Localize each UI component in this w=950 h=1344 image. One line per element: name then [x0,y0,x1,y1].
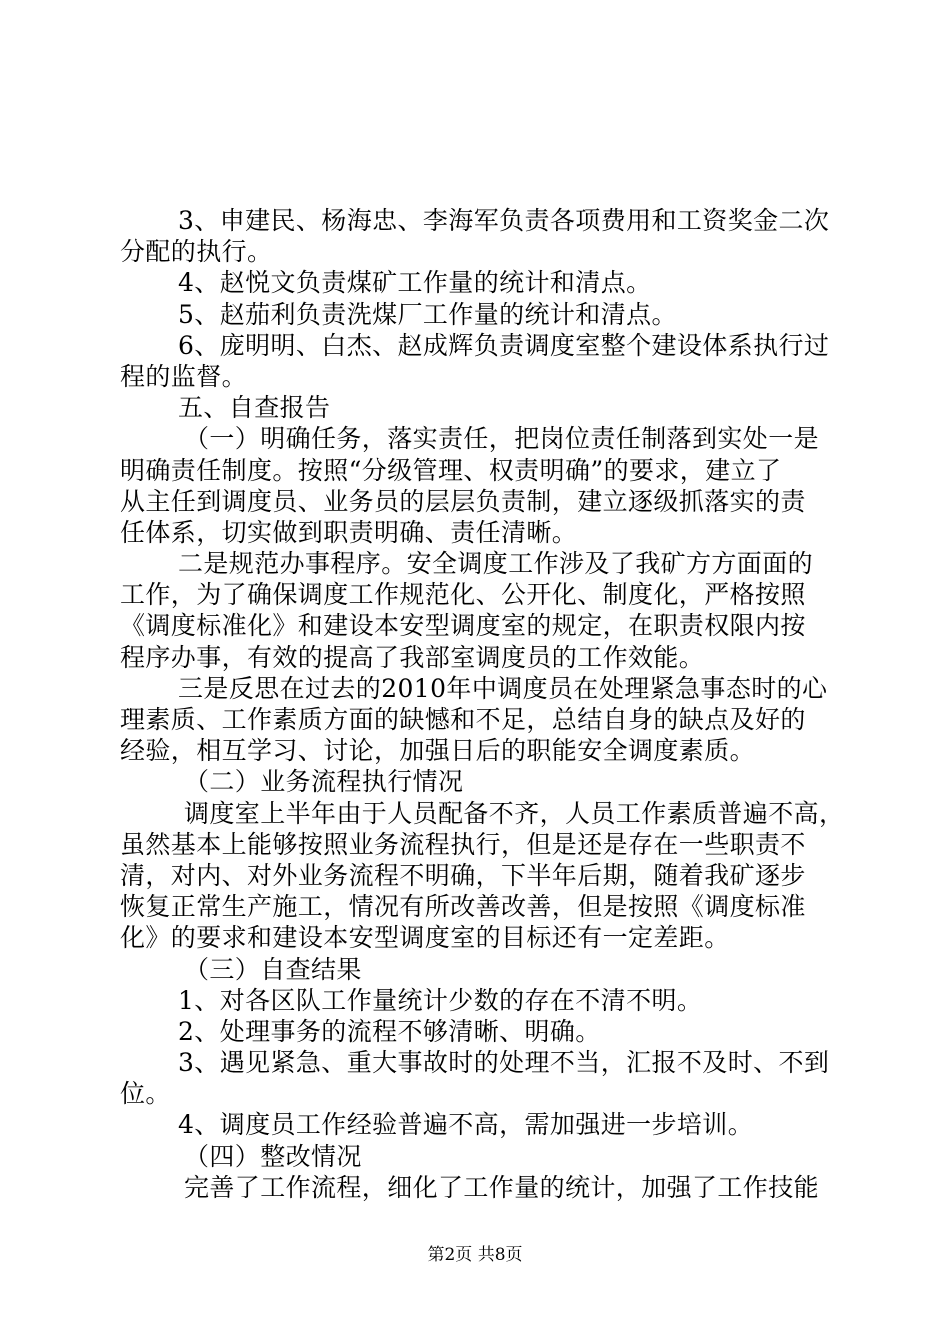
text-line: 虽然基本上能够按照业务流程执行，但是还是存在一些职责不 [120,829,806,859]
text-line: （二）业务流程执行情况 [184,767,464,797]
text-line: 程的监督。 [120,361,248,391]
text-line: 经验，相互学习、讨论，加强日后的职能安全调度素质。 [120,736,756,766]
page-footer: 第2页 共8页 [427,1245,523,1265]
text-line: 理素质、工作素质方面的缺憾和不足，总结自身的缺点及好的 [120,705,806,734]
text-line: （一）明确任务，落实责任，把岗位责任制落到实处一是 [184,424,820,454]
text-line: 2、处理事务的流程不够清晰、明确。 [178,1016,601,1046]
text-line: 五、自查报告 [178,393,331,423]
text-line: 位。 [120,1079,171,1109]
text-line: 任体系，切实做到职责明确、责任清晰。 [120,517,578,547]
text-line: 明确责任制度。按照“分级管理、权责明确”的要求，建立了 [120,455,782,485]
text-line: 清，对内、对外业务流程不明确，下半年后期，随着我矿逐步 [120,860,806,890]
text-line: 分配的执行。 [120,237,273,267]
text-line: 调度室上半年由于人员配备不齐，人员工作素质普遍不高， [184,798,845,828]
text-line: 5、赵茄利负责洗煤厂工作量的统计和清点。 [178,299,677,329]
text-line: 恢复正常生产施工，情况有所改善改善，但是按照《调度标准 [120,892,806,922]
text-line: 3、遇见紧急、重大事故时的处理不当，汇报不及时、不到 [178,1048,830,1078]
text-line: 6、庞明明、白杰、赵成辉负责调度室整个建设体系执行过 [178,330,830,360]
body-text [120,205,845,1203]
text-line: （三）自查结果 [184,954,362,984]
text-line: 化》的要求和建设本安型调度室的目标还有一定差距。 [120,923,730,953]
text-line: 程序办事，有效的提高了我部室调度员的工作效能。 [120,642,705,672]
text-line: 工作，为了确保调度工作规范化、公开化、制度化，严格按照 [120,580,806,610]
text-line: 3、申建民、杨海忠、李海军负责各项费用和工资奖金二次 [178,206,830,235]
text-line: 二是规范办事程序。安全调度工作涉及了我矿方方面面的 [178,549,814,579]
text-line: 从主任到调度员、业务员的层层负责制，建立逐级抓落实的责 [120,486,806,516]
text-line: （四）整改情况 [184,1141,362,1171]
text-line: 1、对各区队工作量统计少数的存在不清不明。 [178,985,703,1015]
document-body [120,205,845,1203]
text-line: 《调度标准化》和建设本安型调度室的规定，在职责权限内按 [120,611,806,641]
text-line: 三是反思在过去的2010年中调度员在处理紧急事态时的心 [178,673,828,703]
text-line: 4、赵悦文负责煤矿工作量的统计和清点。 [178,268,652,298]
text-line: 完善了工作流程，细化了工作量的统计，加强了工作技能 [184,1172,820,1202]
text-line: 4、调度员工作经验普遍不高，需加强进一步培训。 [178,1110,754,1140]
